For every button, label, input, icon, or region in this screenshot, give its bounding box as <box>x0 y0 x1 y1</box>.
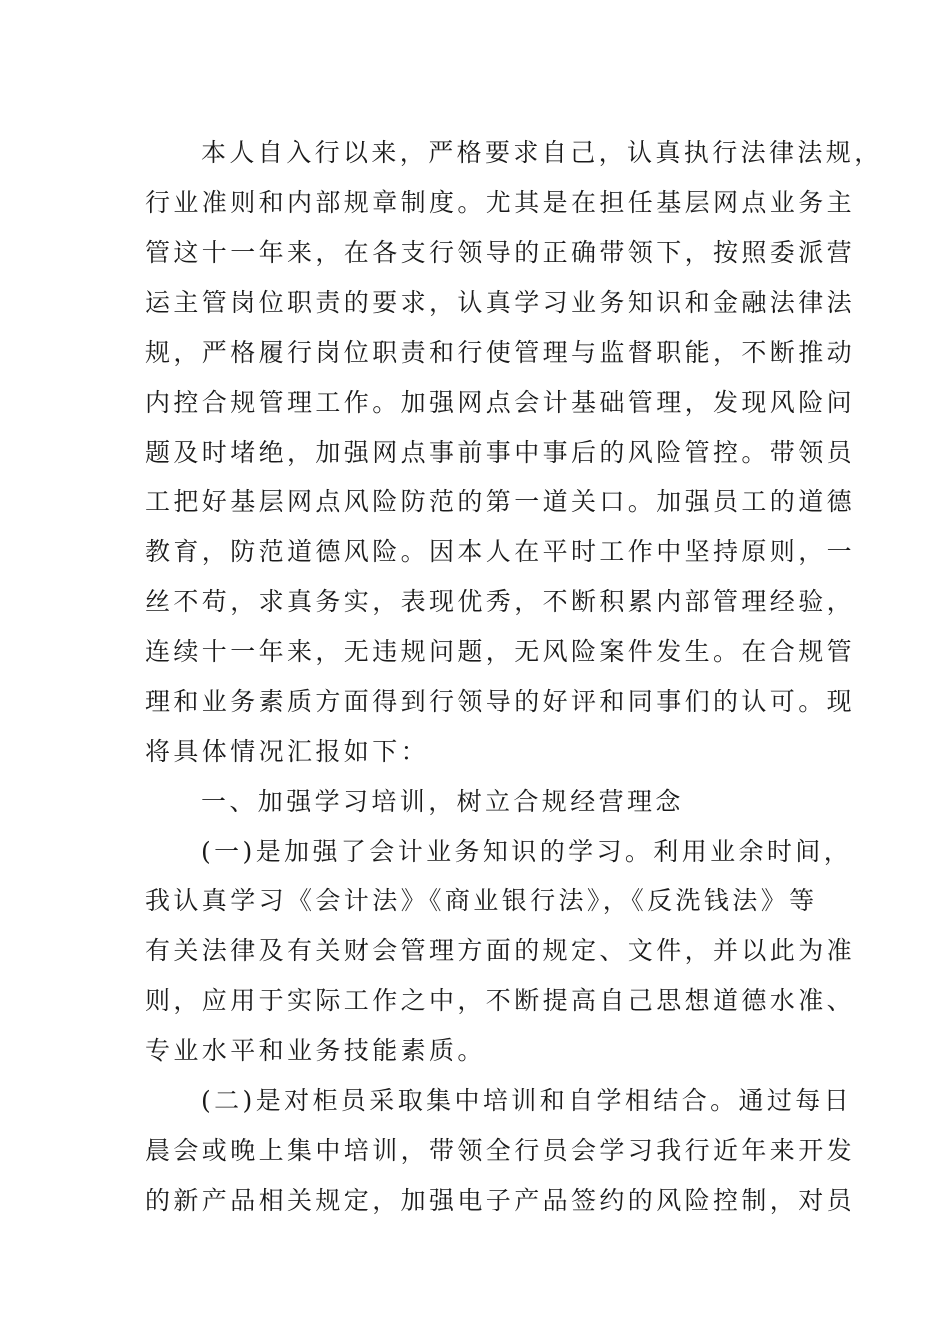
item-2-line-1: (二)是对柜员采取集中培训和自学相结合。通过每日 <box>201 1086 853 1115</box>
paragraph-intro-line-3: 管这十一年来，在各支行领导的正确带领下，按照委派营 <box>145 238 856 267</box>
paragraph-intro-line-11: 连续十一年来，无违规问题，无风险案件发生。在合规管 <box>145 637 856 666</box>
paragraph-intro-line-8: 工把好基层网点风险防范的第一道关口。加强员工的道德 <box>145 487 856 516</box>
item-1-line-5: 专业水平和业务技能素质。 <box>145 1036 486 1065</box>
paragraph-intro-line-2: 行业准则和内部规章制度。尤其是在担任基层网点业务主 <box>145 188 856 217</box>
paragraph-intro-line-6: 内控合规管理工作。加强网点会计基础管理，发现风险问 <box>145 388 856 417</box>
item-2-line-3: 的新产品相关规定，加强电子产品签约的风险控制，对员 <box>145 1186 856 1215</box>
paragraph-intro-line-4: 运主管岗位职责的要求，认真学习业务知识和金融法律法 <box>145 288 856 317</box>
item-2-line-2: 晨会或晚上集中培训，带领全行员会学习我行近年来开发 <box>145 1136 856 1165</box>
paragraph-intro-line-5: 规，严格履行岗位职责和行使管理与监督职能，不断推动 <box>145 338 856 367</box>
paragraph-intro-line-9: 教育，防范道德风险。因本人在平时工作中坚持原则，一 <box>145 537 856 566</box>
item-1-line-2: 我认真学习《会计法》《商业银行法》，《反洗钱法》等 <box>145 886 818 915</box>
item-1-line-3: 有关法律及有关财会管理方面的规定、文件，并以此为准 <box>145 936 856 965</box>
paragraph-intro-line-10: 丝不苟，求真务实，表现优秀，不断积累内部管理经验， <box>145 587 856 616</box>
section-heading: 一、加强学习培训，树立合规经营理念 <box>201 787 684 816</box>
paragraph-intro-line-1: 本人自入行以来，严格要求自己，认真执行法律法规， <box>201 138 883 167</box>
paragraph-intro-line-13: 将具体情况汇报如下： <box>145 737 430 766</box>
paragraph-intro-line-7: 题及时堵绝，加强网点事前事中事后的风险管控。带领员 <box>145 438 856 467</box>
item-1-line-1: (一)是加强了会计业务知识的学习。利用业余时间， <box>201 837 853 866</box>
paragraph-intro-line-12: 理和业务素质方面得到行领导的好评和同事们的认可。现 <box>145 687 856 716</box>
item-1-line-4: 则，应用于实际工作之中，不断提高自己思想道德水准、 <box>145 986 856 1015</box>
